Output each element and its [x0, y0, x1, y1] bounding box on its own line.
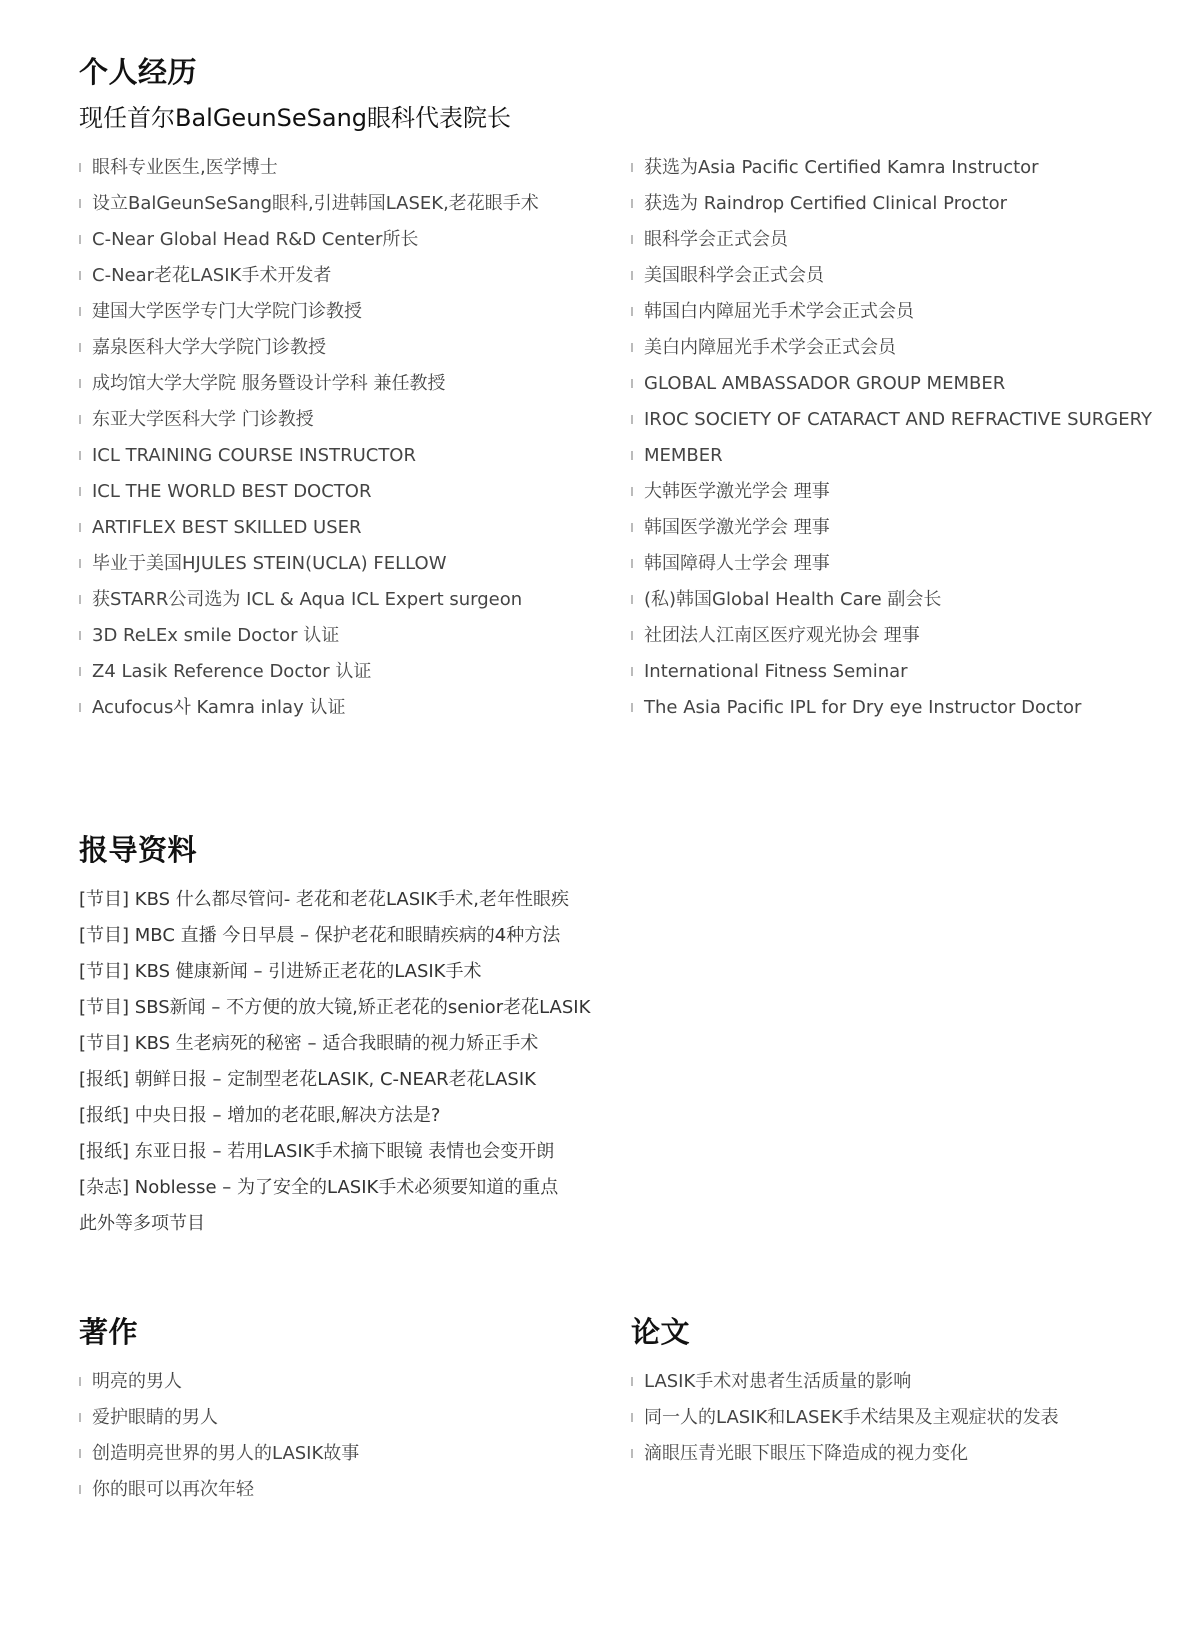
career-item: 设立BalGeunSeSang眼科,引进韩国LASEK,老花眼手术 [79, 186, 599, 222]
books-list [79, 1364, 599, 1508]
book-item: 爱护眼睛的男人 [79, 1400, 599, 1436]
career-item: 眼科专业医生,医学博士 [79, 150, 599, 186]
career-item: 成均馆大学大学院 服务暨设计学科 兼任教授 [79, 366, 599, 402]
media-item: [报纸] 东亚日报 – 若用LASIK手术摘下眼镜 表情也会变开朗 [79, 1141, 555, 1162]
media-item: [报纸] 朝鲜日报 – 定制型老花LASIK, C-NEAR老花LASIK [79, 1069, 536, 1090]
career-item: 韩国白内障屈光手术学会正式会员 [631, 294, 1151, 330]
career-item: MEMBER [631, 438, 1151, 474]
career-item: 获选为Asia Pacific Certified Kamra Instructor [631, 150, 1151, 186]
career-list-right [631, 150, 1151, 726]
career-item: IROC SOCIETY OF CATARACT AND REFRACTIVE SURGERY [631, 402, 1151, 438]
career-item: 获STARR公司选为 ICL & Aqua ICL Expert surgeon [79, 582, 599, 618]
paper-item: 同一人的LASIK和LASEK手术结果及主观症状的发表 [631, 1400, 1151, 1436]
media-item: 此外等多项节目 [79, 1213, 205, 1234]
career-item: 建国大学医学专门大学院门诊教授 [79, 294, 599, 330]
career-item: 韩国障碍人士学会 理事 [631, 546, 1151, 582]
career-item: 嘉泉医科大学大学院门诊教授 [79, 330, 599, 366]
media-item: [节目] KBS 健康新闻 – 引进矫正老花的LASIK手术 [79, 961, 482, 982]
media-item: [节目] MBC 直播 今日早晨 – 保护老花和眼睛疾病的4种方法 [79, 925, 561, 946]
career-item: ARTIFLEX BEST SKILLED USER [79, 510, 599, 546]
media-item: [节目] KBS 什么都尽管问- 老花和老花LASIK手术,老年性眼疾 [79, 889, 569, 910]
career-item: GLOBAL AMBASSADOR GROUP MEMBER [631, 366, 1151, 402]
paper-item: LASIK手术对患者生活质量的影响 [631, 1364, 1151, 1400]
career-item: 眼科学会正式会员 [631, 222, 1151, 258]
career-item: 东亚大学医科大学 门诊教授 [79, 402, 599, 438]
career-item: 大韩医学激光学会 理事 [631, 474, 1151, 510]
papers-title: 论文 [631, 1315, 691, 1349]
career-item: ICL THE WORLD BEST DOCTOR [79, 474, 599, 510]
career-title: 个人经历 [79, 55, 198, 89]
career-item: International Fitness Seminar [631, 654, 1151, 690]
book-item: 你的眼可以再次年轻 [79, 1472, 599, 1508]
media-list [79, 882, 879, 1242]
media-item: [节目] KBS 生老病死的秘密 – 适合我眼睛的视力矫正手术 [79, 1033, 539, 1054]
papers-list [631, 1364, 1151, 1472]
career-item: (私)韩国Global Health Care 副会长 [631, 582, 1151, 618]
media-item: [报纸] 中央日报 – 增加的老花眼,解决方法是? [79, 1105, 441, 1126]
career-item: 美白内障屈光手术学会正式会员 [631, 330, 1151, 366]
career-item: 3D ReLEx smile Doctor 认证 [79, 618, 599, 654]
career-list-left [79, 150, 599, 726]
career-item: 获选为 Raindrop Certified Clinical Proctor [631, 186, 1151, 222]
career-item: Acufocus사 Kamra inlay 认证 [79, 690, 599, 726]
career-item: 社团法人江南区医疗观光协会 理事 [631, 618, 1151, 654]
media-item: [杂志] Noblesse – 为了安全的LASIK手术必须要知道的重点 [79, 1177, 559, 1198]
career-item: 韩国医学激光学会 理事 [631, 510, 1151, 546]
career-item: The Asia Pacific IPL for Dry eye Instructor Doctor [631, 690, 1151, 726]
career-subtitle: 现任首尔BalGeunSeSang眼科代表院长 [79, 104, 512, 132]
career-item: 毕业于美国HJULES STEIN(UCLA) FELLOW [79, 546, 599, 582]
career-item: C-Near Global Head R&D Center所长 [79, 222, 599, 258]
career-item: Z4 Lasik Reference Doctor 认证 [79, 654, 599, 690]
media-title: 报导资料 [79, 833, 198, 867]
paper-item: 滴眼压青光眼下眼压下降造成的视力变化 [631, 1436, 1151, 1472]
career-item: C-Near老花LASIK手术开发者 [79, 258, 599, 294]
career-item: 美国眼科学会正式会员 [631, 258, 1151, 294]
career-item: ICL TRAINING COURSE INSTRUCTOR [79, 438, 599, 474]
book-item: 明亮的男人 [79, 1364, 599, 1400]
book-item: 创造明亮世界的男人的LASIK故事 [79, 1436, 599, 1472]
media-item: [节目] SBS新闻 – 不方便的放大镜,矫正老花的senior老花LASIK [79, 997, 591, 1018]
books-title: 著作 [79, 1315, 139, 1349]
